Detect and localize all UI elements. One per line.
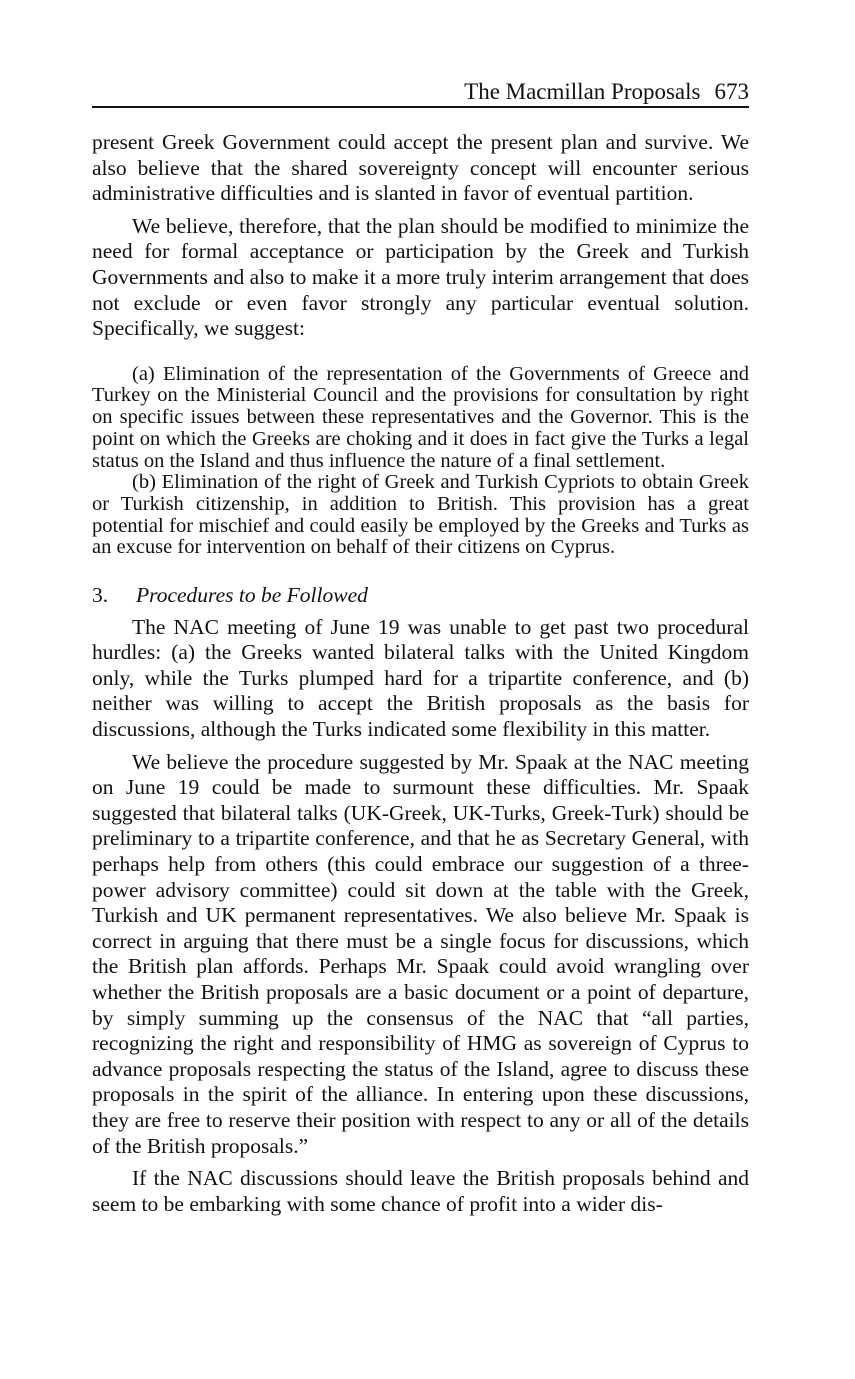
running-title: The Macmillan Proposals	[464, 79, 701, 104]
section-heading	[92, 583, 749, 609]
section-title: Procedures to be Followed	[136, 583, 368, 608]
header-rule	[92, 106, 749, 108]
body-text	[92, 130, 749, 1217]
paragraph: The NAC meeting of June 19 was unable to get past two procedural hurdles: (a) the Greeks wanted bilateral talks with the United Kingdom only, while the Turks plumped hard for a tripartite conference, and (b) neither was willing to accept the British proposals as the basis for discussions, although the Turks indicated some flexibility in this matter.	[92, 614, 749, 742]
page-number: 673	[714, 79, 749, 104]
paragraph: If the NAC discussions should leave the British proposals behind and seem to be embarking with some chance of profit into a wider dis-	[92, 1166, 749, 1216]
section-number: 3.	[92, 583, 109, 608]
block-quote-item-a: (a) Elimination of the representation of the Governments of Greece and Turkey on the Ministerial Council and the provisions for consultation by right on specific issues between these representatives and the Governor. This is the point on which the Greeks are choking and it does in fact give the Turks a legal status on the Island and thus influence the nature of a final settlement.	[92, 362, 749, 472]
paragraph: We believe, therefore, that the plan should be modified to minimize the need for formal acceptance or participation by the Greek and Turkish Governments and also to make it a more truly interim arrangement that does not exclude or even favor strongly any particular eventual solution. Specifically, we suggest:	[92, 213, 749, 341]
running-head	[464, 78, 749, 106]
block-quote-item-b: (b) Elimination of the right of Greek and Turkish Cypriots to obtain Greek or Turkish citizenship, in addition to British. This provision has a great potential for mischief and could easily be employed by the Greeks and Turks as an excuse for intervention on behalf of their citizens on Cyprus.	[92, 471, 749, 559]
paragraph: We believe the procedure suggested by Mr. Spaak at the NAC meeting on June 19 could be made to surmount these difficulties. Mr. Spaak suggested that bilateral talks (UK-Greek, UK-Turks, Greek-Turk) should be preliminary to a tripartite conference, and that he as Secretary General, with perhaps help from others (this could embrace our suggestion of a three-power advisory committee) could sit down at the table with the Greek, Turkish and UK permanent representatives. We also believe Mr. Spaak is correct in arguing that there must be a single focus for discussions, which the British plan affords. Perhaps Mr. Spaak could avoid wrangling over whether the British proposals are a basic document or a point of departure, by simply summing up the consensus of the NAC that “all parties, recognizing the right and responsibility of HMG as sovereign of Cyprus to advance proposals respecting the status of the Island, agree to discuss these proposals in the spirit of the alliance. In entering upon these discussions, they are free to reserve their position with respect to any or all of the details of the British proposals.”	[92, 749, 749, 1158]
paragraph-continued: present Greek Government could accept the present plan and survive. We also believe that the shared sovereignty concept will encounter serious administrative difficulties and is slanted in favor of eventual partition.	[92, 130, 749, 206]
